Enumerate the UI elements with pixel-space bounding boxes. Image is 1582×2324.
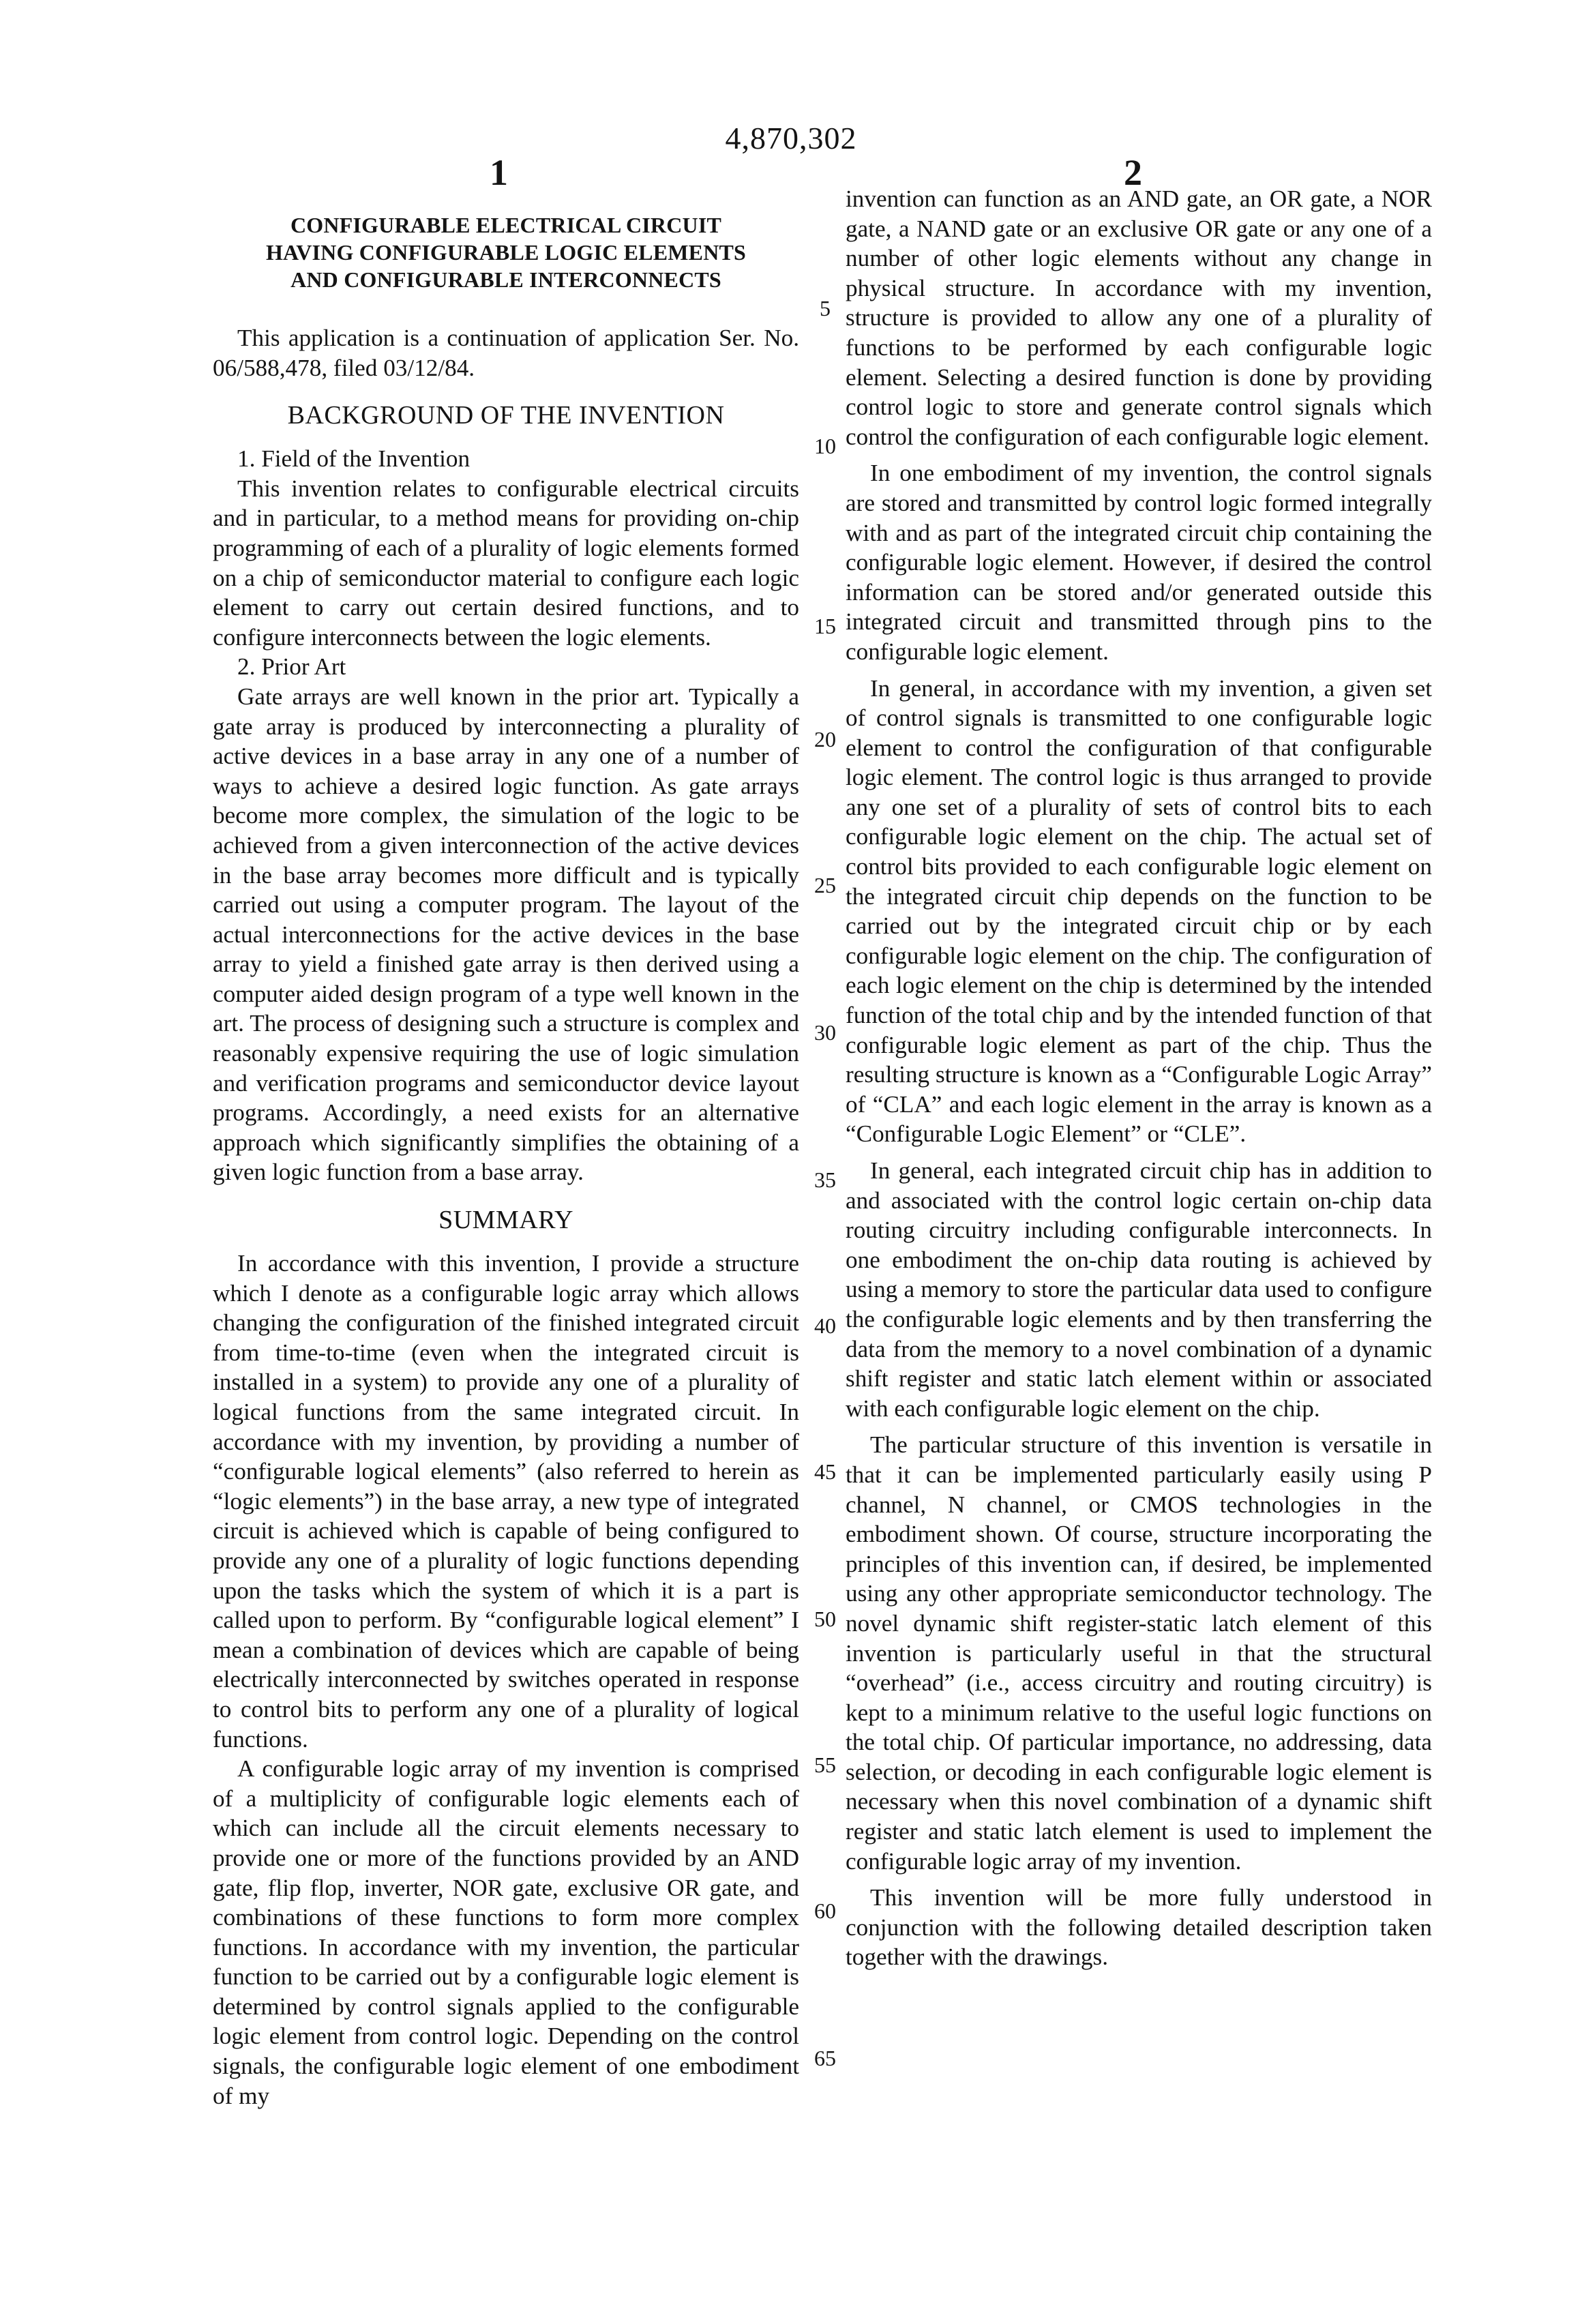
prior-art-heading: 2. Prior Art [237, 653, 346, 681]
left-column [213, 211, 799, 2111]
line-number: 65 [814, 2046, 836, 2070]
paragraph: The particular structure of this invention is versatile in that it can be implemented particularly easily using P channel, N channel, or CMOS technologies in the embodiment shown. Of course, structure incorporating the principles of this invention can, if desired, be implemented using any other appropriate semiconductor technology. The novel dynamic shift register-static latch element of this invention is particularly useful in that the structural “overhead” (i.e., access circuitry and routing circuitry) is kept to a minimum relative to the useful logic functions on the total chip. Of particular importance, no addressing, data selection, or decoding in each configurable logic element is necessary when this novel combination of a dynamic shift register and static latch element is used to implement the configurable logic array of my invention. [846, 1431, 1432, 1875]
summary-paragraph: In accordance with this invention, I provide a structure which I denote as a configurable logic array which allows changing the configuration of the finished integrated circuit from time-to-time (even when the integrated circuit is installed in a system) to provide any one of a plurality of logical functions from the same integrated circuit. In accordance with my invention, by providing a number of “configurable logical elements” (also referred to herein as “logic elements”) in the base array, a new type of integrated circuit is achieved which is capable of being configured to provide any one of a plurality of logic functions depending upon the tasks which the system of which it is a part is called upon to perform. By “configurable logical element” I mean a combination of devices which are capable of being electrically interconnected by switches operated in response to control bits to perform any one of a plurality of logical functions. [213, 1250, 799, 1753]
line-number: 35 [814, 1167, 836, 1192]
paragraph: In general, in accordance with my invention, a given set of control signals is transmitted to one configurable logic element to control the configuration of that configurable logic element. The control logic is thus arranged to provide any one set of a plurality of sets of control bits to each configurable logic element on the chip. The actual set of control bits provided to each configurable logic element on the integrated circuit chip depends on the function to be carried out by the integrated circuit chip or by each configurable logic element on the chip. The configuration of each logic element on the chip is determined by the intended function of the total chip and by the intended function of that configurable logic element as part of the chip. Thus the resulting structure is known as a “Configurable Logic Array” of “CLA” and each logic element in the array is known as a “Configurable Logic Element” or “CLE”. [846, 674, 1432, 1148]
paragraph: invention can function as an AND gate, an OR gate, a NOR gate, a NAND gate or an exclusive OR gate or any one of a number of other logic elements without any change in physical structure. In accordance with my invention, structure is provided to allow any one of a plurality of functions to be performed by each configurable logic element. Selecting a desired function is done by providing control logic to store and generate control signals which control the configuration of each configurable logic element. [846, 185, 1432, 450]
paragraph: In general, each integrated circuit chip has in addition to and associated with the control logic certain on-chip data routing circuitry including configurable interconnects. In one embodiment the on-chip data routing is achieved by using a memory to store the particular data used to configure the configurable logic elements and by then transferring the data from the memory to a novel combination of a dynamic shift register and static latch element within or associated with each configurable logic element on the chip. [846, 1157, 1432, 1422]
paragraph: This invention will be more fully understood in conjunction with the following detailed description taken together with the drawings. [846, 1884, 1432, 1971]
line-number: 15 [814, 614, 836, 638]
background-heading: BACKGROUND OF THE INVENTION [287, 401, 725, 430]
left-page-number: 1 [490, 152, 508, 193]
title-line: AND CONFIGURABLE INTERCONNECTS [290, 267, 721, 292]
document-title [226, 211, 786, 293]
line-number: 55 [814, 1753, 836, 1777]
paragraph: In one embodiment of my invention, the control signals are stored and transmitted by control logic formed integrally with and as part of the integrated circuit chip containing the configurable logic element. However, if desired the control information can be stored and/or generated outside this integrated circuit and transmitted through pins to the configurable logic element. [846, 460, 1432, 665]
line-number: 25 [814, 873, 836, 897]
prior-art-paragraph: Gate arrays are well known in the prior art. Typically a gate array is produced by interconnecting a plurality of active devices in a base array in any one of a number of ways to achieve a desired logic function. As gate arrays become more complex, the simulation of the logic to be achieved from a given interconnection of the active devices in the base array becomes more difficult and is typically carried out using a computer program. The layout of the actual interconnections for the active devices in the base array to yield a finished gate array is then derived using a computer aided design program of a type well known in the art. The process of designing such a structure is complex and reasonably expensive requiring the use of logic simulation and verification programs and semiconductor device layout programs. Accordingly, a need exists for an alternative approach which significantly simplifies the obtaining of a given logic function from a base array. [213, 683, 799, 1186]
line-number: 40 [814, 1313, 836, 1338]
line-number-gutter [805, 0, 846, 2324]
continuation-note: This application is a continuation of application Ser. No. 06/588,478, filed 03/12/84. [213, 325, 799, 381]
field-paragraph: This invention relates to configurable electrical circuits and in particular, to a method means for providing on-chip programming of each of a plurality of logic elements formed on a chip of semiconductor material to configure each logic element to carry out certain desired functions, and to configure interconnects between the logic elements. [213, 475, 799, 651]
summary-heading: SUMMARY [438, 1206, 573, 1235]
field-heading: 1. Field of the Invention [237, 445, 471, 473]
line-number: 50 [814, 1607, 836, 1631]
summary-paragraph: A configurable logic array of my invention is comprised of a multiplicity of configurable logic elements each of which can include all the circuit elements necessary to provide one or more of the functions provided by an AND gate, flip flop, inverter, NOR gate, exclusive OR gate, and combinations of these functions to form more complex functions. In accordance with my invention, the particular function to be carried out by a configurable logic element is determined by control signals applied to the configurable logic element from control logic. Depending on the control signals, the configurable logic element of one embodiment of my [213, 1755, 799, 2109]
line-number: 20 [814, 727, 836, 751]
title-line: HAVING CONFIGURABLE LOGIC ELEMENTS [265, 240, 747, 265]
line-number: 30 [814, 1020, 836, 1045]
line-number: 5 [820, 296, 831, 321]
patent-number: 4,870,302 [725, 121, 857, 155]
title-line: CONFIGURABLE ELECTRICAL CIRCUIT [290, 213, 722, 237]
right-page-number: 2 [1124, 152, 1142, 193]
right-column [846, 184, 1432, 1972]
line-number: 10 [814, 434, 836, 458]
line-number: 60 [814, 1898, 836, 1923]
line-number: 45 [814, 1459, 836, 1484]
